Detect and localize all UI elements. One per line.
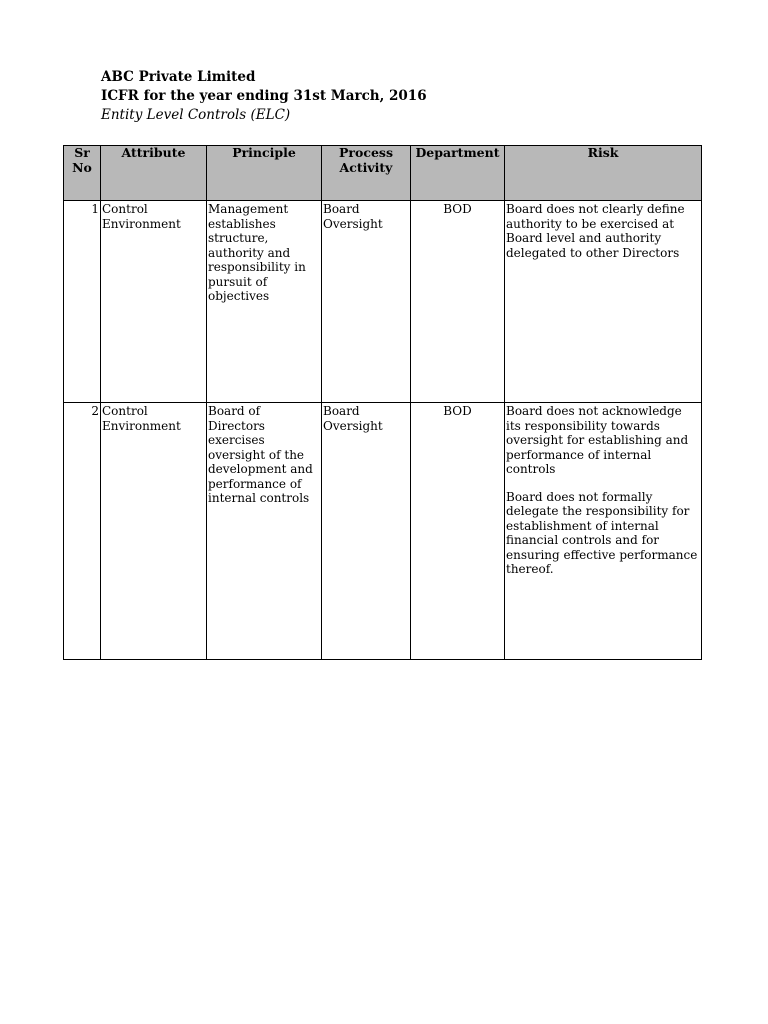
report-period: ICFR for the year ending 31st March, 2016: [101, 88, 427, 104]
company-name: ABC Private Limited: [101, 69, 256, 85]
risk-text: Board does not acknowledge its responsibility towards oversight for establishing and performance of internal controls: [506, 404, 689, 476]
header-sr-no: Sr No: [64, 146, 101, 201]
cell-attribute: Control Environment: [101, 403, 207, 660]
document-header: [101, 68, 427, 125]
section-title: Entity Level Controls (ELC): [101, 107, 291, 123]
cell-process-activity: Board Oversight: [322, 201, 411, 403]
header-department: Department: [411, 146, 505, 201]
header-risk: Risk: [505, 146, 702, 201]
cell-risk: [505, 403, 702, 660]
header-principle: Principle: [207, 146, 322, 201]
cell-attribute: Control Environment: [101, 201, 207, 403]
table-row: [64, 403, 702, 660]
cell-principle: Board of Directors exercises oversight of the development and performance of internal controls: [207, 403, 322, 660]
cell-sr-no: 1: [64, 201, 101, 403]
cell-department: BOD: [411, 201, 505, 403]
cell-process-activity: Board Oversight: [322, 403, 411, 660]
elc-table: [63, 145, 702, 660]
table-row: [64, 201, 702, 403]
risk-text: Board does not clearly define authority to be exercised at Board level and authority delegated to other Directors: [506, 202, 685, 260]
table-header-row: [64, 146, 702, 201]
risk-text: Board does not formally delegate the responsibility for establishment of internal financial controls and for ensuring effective performance thereof.: [506, 489, 698, 576]
cell-sr-no: 2: [64, 403, 101, 660]
header-attribute: Attribute: [101, 146, 207, 201]
cell-risk: [505, 201, 702, 403]
cell-department: BOD: [411, 403, 505, 660]
header-process-activity: Process Activity: [322, 146, 411, 201]
cell-principle: Management establishes structure, authority and responsibility in pursuit of objectives: [207, 201, 322, 403]
